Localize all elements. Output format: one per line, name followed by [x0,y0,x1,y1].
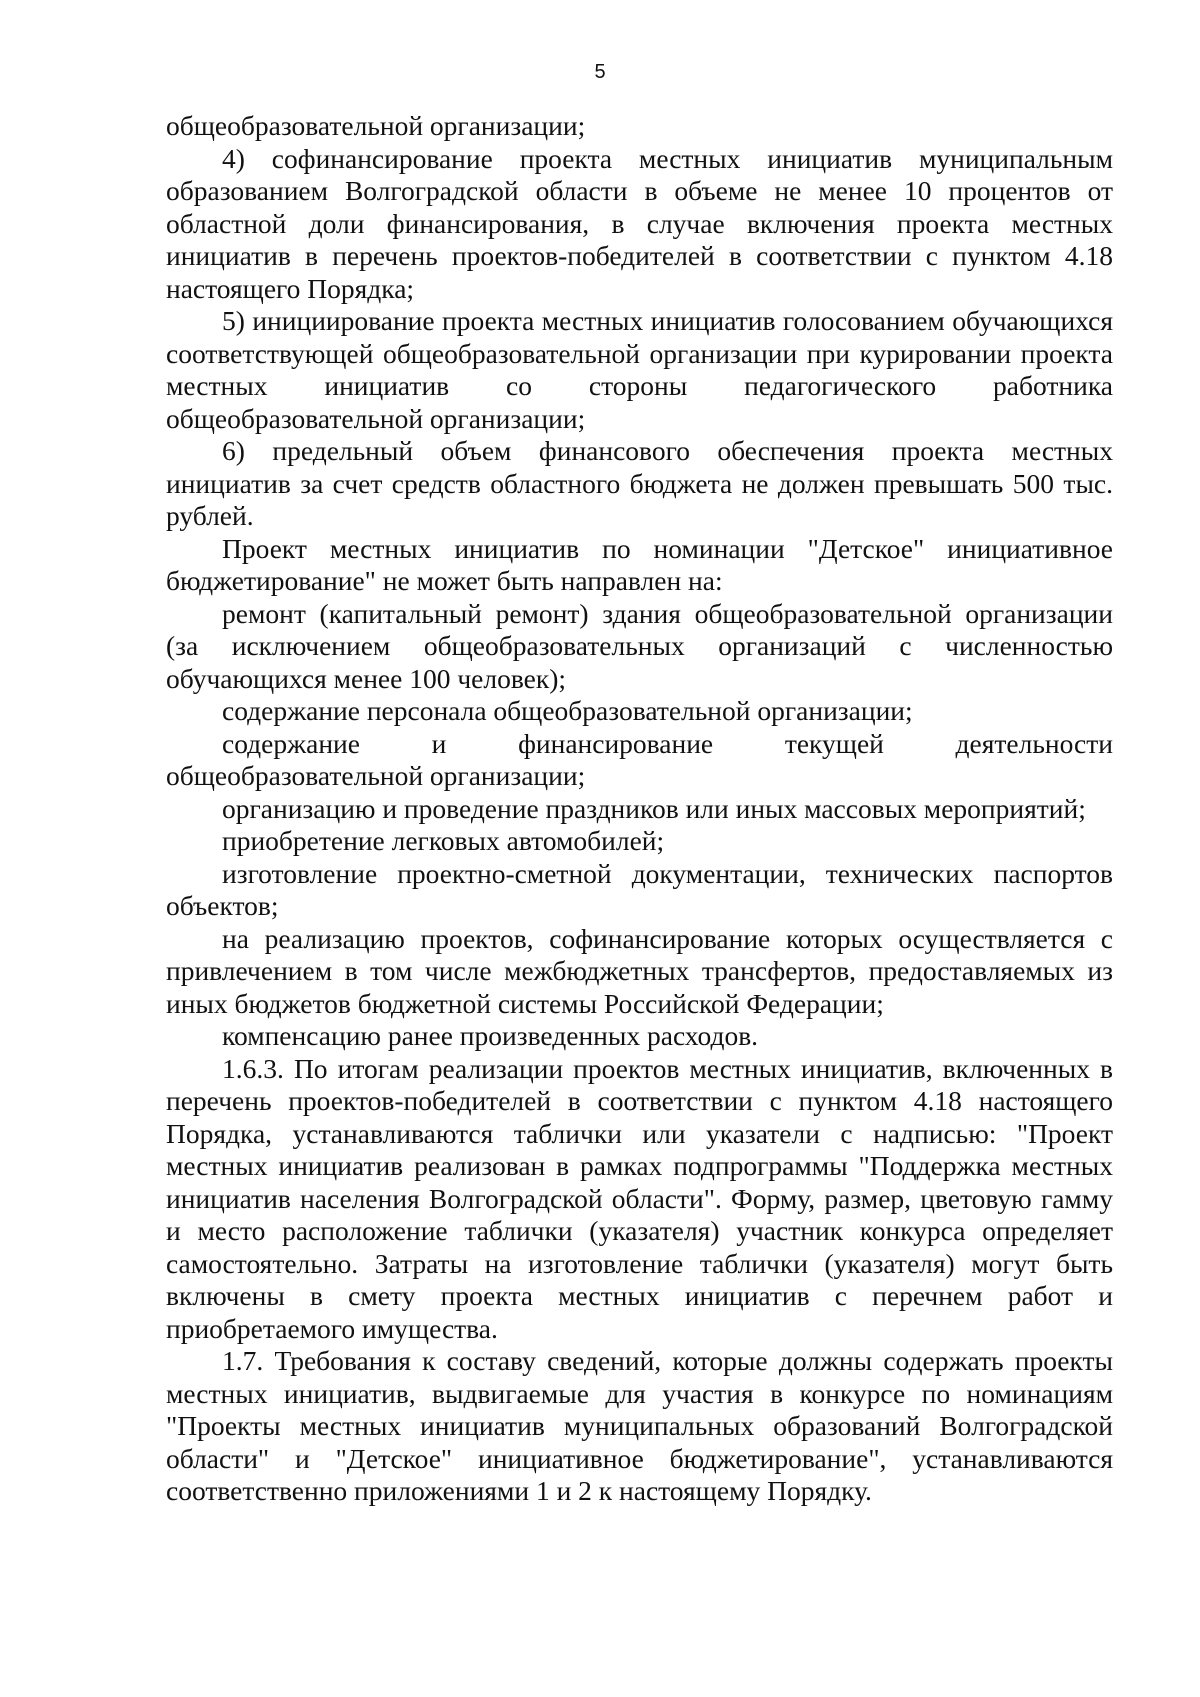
restriction-item: ремонт (капитальный ремонт) здания общеобразовательной организации (за исключением общеобразовательных организаций с численностью обучающихся менее 100 человек); [166,597,1113,694]
list-item-6: 6) предельный объем финансового обеспечения проекта местных инициатив за счет средств областного бюджета не должен превышать 500 тыс. рублей. [166,435,1113,531]
list-item-5: 5) инициирование проекта местных инициатив голосованием обучающихся соответствующей общеобразовательной организации при курировании проекта местных инициатив со стороны педагогического работника общеобразовательной организации; [166,305,1113,434]
page-number: 5 [594,61,606,83]
restriction-item: организацию и проведение праздников или иных массовых мероприятий; [222,792,1086,824]
clause-1-7: 1.7. Требования к составу сведений, которые должны содержать проекты местных инициатив, выдвигаемые для участия в конкурсе по номинациям "Проекты местных инициатив муниципальных образований Волгоградской области" и "Детское" инициативное бюджетирование", устанавливаются соответственно приложениями 1 и 2 к настоящему Порядку. [166,1345,1113,1506]
document-body [166,110,1113,1508]
restriction-item: на реализацию проектов, софинансирование которых осуществляется с привлечением в том числе межбюджетных трансфертов, предоставляемых из иных бюджетов бюджетной системы Российской Федерации; [166,922,1113,1019]
restriction-item: изготовление проектно-сметной документации, технических паспортов объектов; [166,857,1113,921]
restriction-item: приобретение легковых автомобилей; [222,825,665,856]
clause-1-6-3: 1.6.3. По итогам реализации проектов местных инициатив, включенных в перечень проектов-победителей в соответствии с пунктом 4.18 настоящего Порядка, устанавливаются таблички или указатели с надписью: "Проект местных инициатив реализован в рамках подпрограммы "Поддержка местных инициатив населения Волгоградской области". Форму, размер, цветовую гамму и место расположение таблички (указателя) участник конкурса определяет самостоятельно. Затраты на изготовление таблички (указателя) могут быть включены в смету проекта местных инициатив с перечнем работ и приобретаемого имущества. [166,1052,1113,1344]
paragraph-restrictions-intro: Проект местных инициатив по номинации "Детское" инициативное бюджетирование" не может быть направлен на: [166,532,1113,596]
restriction-item: содержание и финансирование текущей деятельности общеобразовательной организации; [166,727,1113,791]
paragraph-continuation: общеобразовательной организации; [166,110,586,141]
list-item-4: 4) софинансирование проекта местных инициатив муниципальным образованием Волгоградской области в объеме не менее 10 процентов от областной доли финансирования, в случае включения проекта местных инициатив в перечень проектов-победителей в соответствии с пунктом 4.18 настоящего Порядка; [166,142,1113,304]
restriction-item: содержание персонала общеобразовательной организации; [222,695,913,726]
restriction-item: компенсацию ранее произведенных расходов. [222,1020,759,1051]
